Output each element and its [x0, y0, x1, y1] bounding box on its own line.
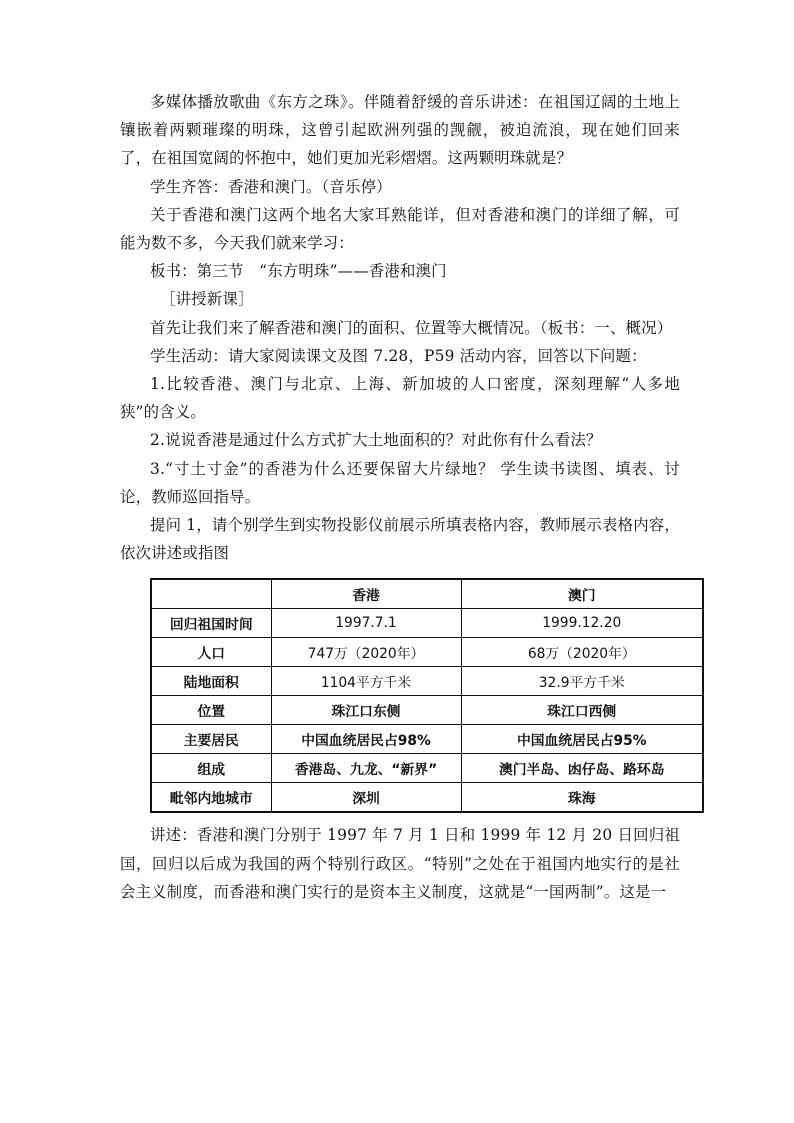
question-3-paragraph: 3.“寸土寸金”的香港为什么还要保留大片绿地？ 学生读书读图、填表、讨论，教师巡回指导。: [120, 459, 680, 506]
hongkong-macau-comparison-table: [150, 578, 704, 813]
student-answer-paragraph: 学生齐答：香港和澳门。（音乐停）: [150, 177, 392, 196]
comparison-table-wrapper: [150, 578, 680, 813]
table-header-cell: 香港: [271, 579, 461, 609]
table-row: [151, 754, 703, 783]
closing-narration-paragraph: 讲述：香港和澳门分别于 1997 年 7 月 1 日和 1999 年 12 月 20 日回归祖国，回归以后成为我国的两个特别行政区。“特别”之处在于祖国内地实行的是社会主义制度，而香港和澳门实行的是资本主义制度，这就是“一国两制”。这是一: [120, 826, 680, 901]
table-row-label: 毗邻内地城市: [151, 783, 271, 813]
activity-paragraph: 学生活动：请大家阅读课文及图 7.28，P59 活动内容，回答以下问题：: [150, 346, 647, 365]
table-row: [151, 783, 703, 813]
table-cell: 1997.7.1: [271, 609, 461, 638]
table-row: [151, 725, 703, 754]
lead-in-paragraph: 关于香港和澳门这两个地名大家耳熟能详，但对香港和澳门的详细了解，可能为数不多，今天我们就来学习：: [120, 205, 680, 253]
table-row-label: 位置: [151, 696, 271, 725]
table-row: [151, 609, 703, 638]
question-1-paragraph: 1.比较香港、澳门与北京、上海、新加坡的人口密度，深刻理解“人多地狭”的含义。: [120, 375, 680, 422]
table-row: [151, 638, 703, 667]
blackboard-title-paragraph: 板书：第三节 “东方明珠”——香港和澳门: [150, 262, 447, 281]
table-cell: 1999.12.20: [461, 609, 703, 638]
table-header-cell: 澳门: [461, 579, 703, 609]
table-row-label: 组成: [151, 754, 271, 783]
table-cell: 中国血统居民占98%: [271, 725, 461, 754]
table-cell: 澳门半岛、凼仔岛、路环岛: [461, 754, 703, 783]
table-cell: 珠海: [461, 783, 703, 813]
table-cell: 珠江口东侧: [271, 696, 461, 725]
table-row-label: 回归祖国时间: [151, 609, 271, 638]
table-cell: 中国血统居民占95%: [461, 725, 703, 754]
presentation-paragraph: 提问 1，请个别学生到实物投影仪前展示所填表格内容，教师展示表格内容，依次讲述或指图: [120, 516, 680, 563]
question-2-paragraph: 2.说说香港是通过什么方式扩大土地面积的？对此你有什么看法？: [150, 431, 602, 450]
table-row-label: 陆地面积: [151, 667, 271, 696]
table-header-cell: [151, 579, 271, 609]
table-cell: 珠江口西侧: [461, 696, 703, 725]
new-lesson-heading: ［讲授新课］: [160, 290, 254, 309]
table-header-row: [151, 579, 703, 609]
table-row-label: 人口: [151, 638, 271, 667]
table-cell: 1104平方千米: [271, 667, 461, 696]
table-cell: 深圳: [271, 783, 461, 813]
table-cell: 香港岛、九龙、“新界”: [271, 754, 461, 783]
table-cell: 32.9平方千米: [461, 667, 703, 696]
table-row: [151, 696, 703, 725]
table-cell: 68万（2020年）: [461, 638, 703, 667]
document-page: [120, 88, 680, 906]
overview-paragraph: 首先让我们来了解香港和澳门的面积、位置等大概情况。（板书：一、概况）: [150, 318, 673, 337]
intro-paragraph: 多媒体播放歌曲《东方之珠》。伴随着舒缓的音乐讲述：在祖国辽阔的土地上镶嵌着两颗璀璨的明珠，这曾引起欧洲列强的觊觎，被迫流浪，现在她们回来了，在祖国宽阔的怀抱中，她们更加光彩熠熠。这两颗明珠就是？: [120, 93, 680, 168]
table-cell: 747万（2020年）: [271, 638, 461, 667]
table-row-label: 主要居民: [151, 725, 271, 754]
table-row: [151, 667, 703, 696]
